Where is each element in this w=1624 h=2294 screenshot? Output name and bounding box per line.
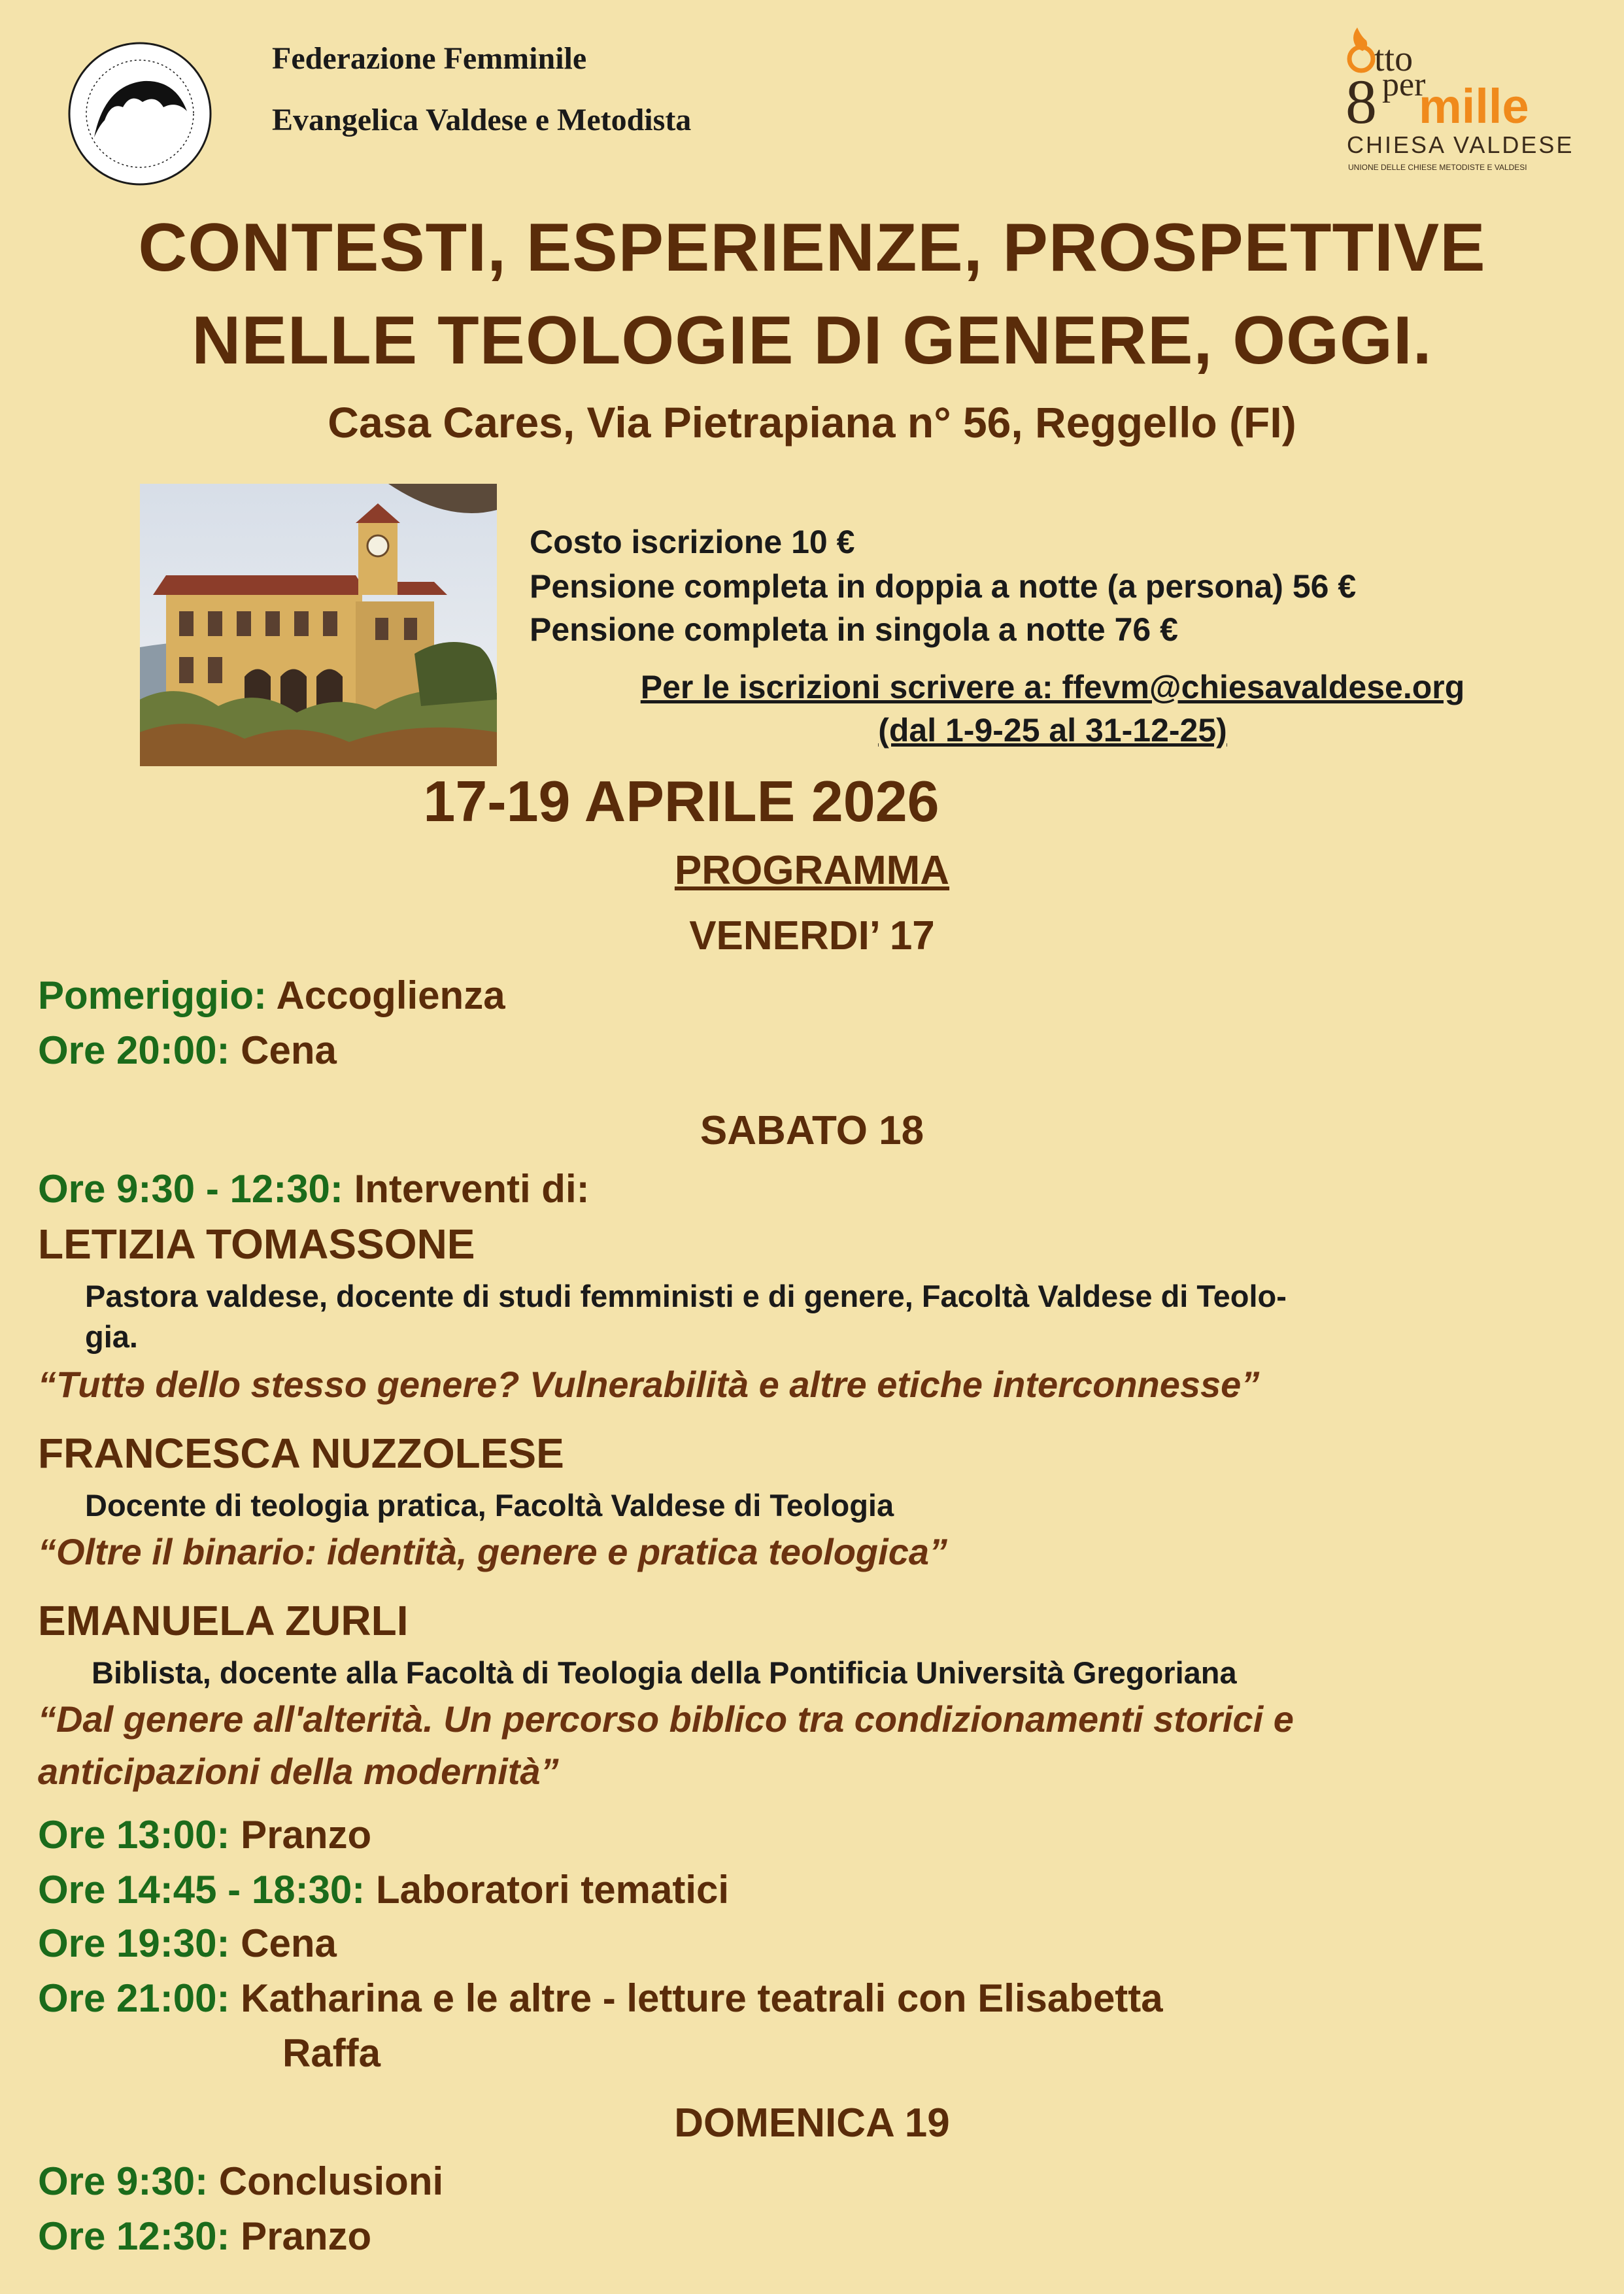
- sunday-heading: DOMENICA 19: [674, 2100, 950, 2146]
- saturday-item: [38, 1867, 729, 1912]
- venue: Casa Cares, Via Pietrapiana n° 56, Reggello (FI): [328, 398, 1296, 447]
- sunday-item: [38, 2214, 371, 2259]
- saturday-item: [38, 1921, 337, 1966]
- saturday-heading: SABATO 18: [700, 1108, 924, 1153]
- venue-photo: [140, 484, 497, 766]
- talk-title: [38, 1693, 1607, 1798]
- item-time: Ore 9:30 - 12:30:: [38, 1167, 343, 1211]
- programma-heading: PROGRAMMA: [674, 848, 950, 893]
- talk-title: “Tuttə dello stesso genere? Vulnerabilità e altre etiche interconnesse”: [38, 1364, 1260, 1405]
- org-name-line2: Evangelica Valdese e Metodista: [272, 103, 692, 137]
- otto-line1: tto: [1374, 39, 1413, 79]
- speaker-role-line: gia.: [85, 1319, 138, 1354]
- talk-title-line: “Dal genere all'alterità. Un percorso biblico tra condizionamenti storici e: [38, 1698, 1294, 1740]
- otto-per-mille-logo: [1340, 25, 1576, 182]
- item-text: Cena: [229, 1921, 337, 1965]
- friday-item: [38, 1028, 337, 1073]
- speaker-role: Docente di teologia pratica, Facoltà Valdese di Teologia: [85, 1488, 894, 1523]
- item-text: Interventi di:: [343, 1167, 590, 1211]
- item-time: Ore 21:00:: [38, 1976, 230, 2020]
- speaker-name: EMANUELA ZURLI: [38, 1597, 409, 1644]
- friday-heading: VENERDI’ 17: [689, 913, 935, 958]
- otto-line2c: mille: [1419, 79, 1529, 133]
- item-text: Cena: [229, 1028, 337, 1072]
- signup-email-link[interactable]: Per le iscrizioni scrivere a: ffevm@chiesavaldese.org: [640, 669, 1465, 705]
- item-text: Laboratori tematici: [365, 1868, 730, 1912]
- item-text: Pranzo: [229, 1813, 372, 1857]
- otto-union: UNIONE DELLE CHIESE METODISTE E VALDESI: [1348, 163, 1527, 172]
- saturday-intro: [38, 1166, 590, 1211]
- item-time: Ore 12:30:: [38, 2214, 230, 2258]
- cost-registration: Costo iscrizione 10 €: [530, 524, 855, 560]
- title-line1: CONTESTI, ESPERIENZE, PROSPETTIVE: [138, 210, 1486, 286]
- item-time: Ore 20:00:: [38, 1028, 230, 1072]
- sunday-item: [38, 2159, 443, 2204]
- item-text: Accoglienza: [267, 973, 505, 1017]
- item-time: Pomeriggio:: [38, 973, 267, 1017]
- cost-double: Pensione completa in doppia a notte (a persona) 56 €: [530, 568, 1357, 605]
- item-text: Katharina e le altre - letture teatrali con Elisabetta: [229, 1976, 1163, 2020]
- otto-church: CHIESA VALDESE: [1347, 131, 1574, 158]
- speaker-role: Biblista, docente alla Facoltà di Teologia della Pontificia Università Gregoriana: [92, 1655, 1237, 1690]
- speaker-role: [85, 1276, 1576, 1357]
- friday-item: [38, 973, 505, 1018]
- item-text: Conclusioni: [208, 2159, 444, 2203]
- item-time: Ore 13:00:: [38, 1813, 230, 1857]
- saturday-item: [38, 1812, 371, 1857]
- saturday-item-continuation: Raffa: [282, 2031, 381, 2075]
- item-time: Ore 19:30:: [38, 1921, 230, 1965]
- event-dates: 17-19 APRILE 2026: [423, 769, 939, 834]
- signup-dates: (dal 1-9-25 al 31-12-25): [878, 712, 1227, 749]
- speaker-role-line: Pastora valdese, docente di studi femministi e di genere, Facoltà Valdese di Teolo-: [85, 1279, 1287, 1313]
- saturday-item: [38, 1976, 1163, 2021]
- otto-line2a: 8: [1345, 67, 1377, 137]
- item-time: Ore 14:45 - 18:30:: [38, 1868, 365, 1912]
- talk-title: “Oltre il binario: identità, genere e pratica teologica”: [38, 1531, 947, 1572]
- speaker-name: LETIZIA TOMASSONE: [38, 1221, 475, 1268]
- title-line2: NELLE TEOLOGIE DI GENERE, OGGI.: [192, 303, 1432, 379]
- speaker-name: FRANCESCA NUZZOLESE: [38, 1430, 564, 1477]
- ffevm-logo: [65, 39, 214, 188]
- talk-title-line: anticipazioni della modernità”: [38, 1751, 559, 1792]
- org-name-line1: Federazione Femminile: [272, 41, 587, 76]
- item-text: Pranzo: [229, 2214, 372, 2258]
- item-time: Ore 9:30:: [38, 2159, 209, 2203]
- otto-line2b: per: [1382, 66, 1426, 103]
- cost-single: Pensione completa in singola a notte 76 €: [530, 611, 1178, 648]
